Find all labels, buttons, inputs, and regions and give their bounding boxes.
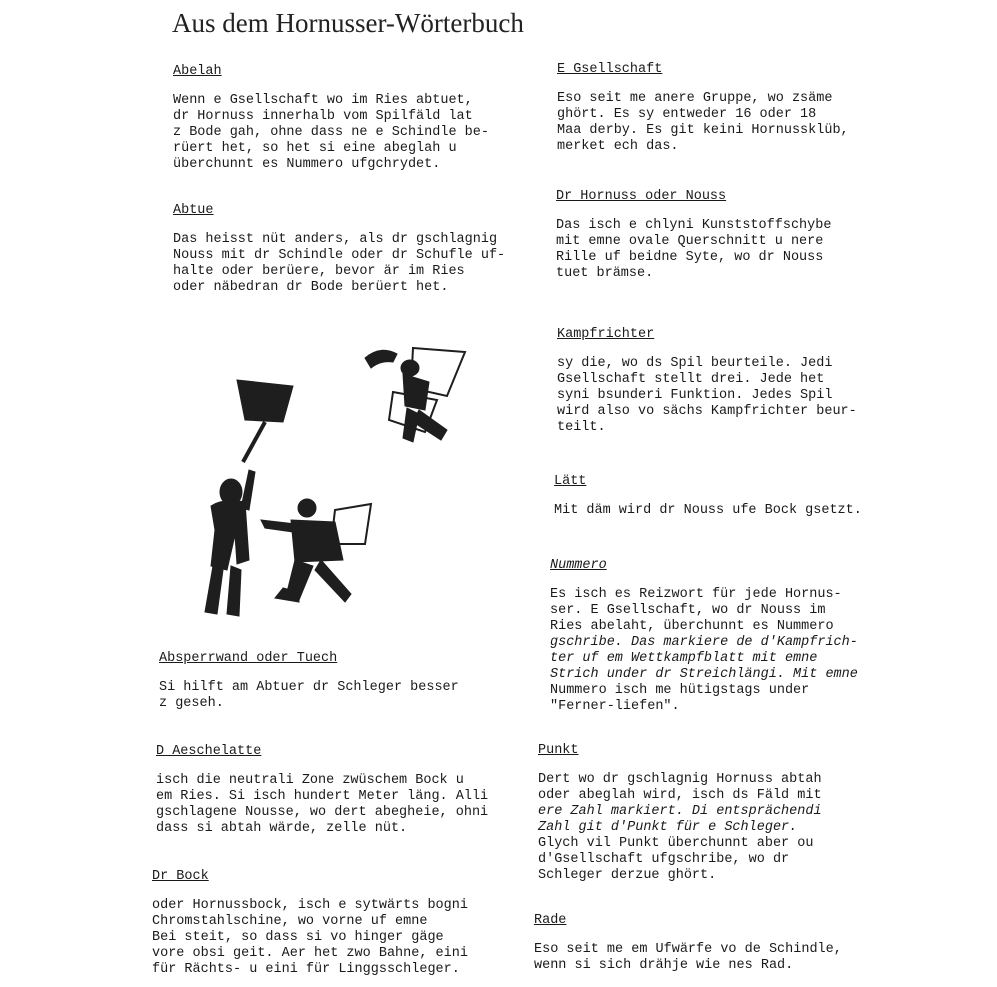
entry-hornuss xyxy=(556,189,831,282)
entry-definition xyxy=(557,356,857,436)
entry-laett xyxy=(554,474,862,519)
definition-line: "Ferner-liefen". xyxy=(550,699,680,714)
definition-line: d'Gsellschaft ufgschribe, wo dr xyxy=(538,852,790,867)
definition-line: dass si abtah wärde, zelle nüt. xyxy=(156,821,408,836)
definition-line: gschribe. Das markiere de d'Kampfrich- xyxy=(550,635,858,650)
definition-line: z geseh. xyxy=(159,696,224,711)
entry-definition xyxy=(173,93,489,173)
definition-line: mit emne ovale Querschnitt u nere xyxy=(556,234,824,249)
entry-rade xyxy=(534,913,842,974)
entry-punkt xyxy=(538,743,822,884)
entry-term: Punkt xyxy=(538,743,579,758)
definition-line: Bei steit, so dass si vo hinger gäge xyxy=(152,930,444,945)
definition-line: Maa derby. Es git keini Hornussklüb, xyxy=(557,123,849,138)
definition-line: wird also vo sächs Kampfrichter beur- xyxy=(557,404,857,419)
definition-line: Eso seit me em Ufwärfe vo de Schindle, xyxy=(534,942,842,957)
entry-definition xyxy=(538,772,822,884)
entry-bock xyxy=(152,869,468,978)
definition-line: überchunnt es Nummero ufgchrydet. xyxy=(173,157,441,172)
entry-kampfrichter xyxy=(557,327,857,436)
definition-line: Wenn e Gsellschaft wo im Ries abtuet, xyxy=(173,93,473,108)
definition-line: Chromstahlschine, wo vorne uf emne xyxy=(152,914,428,929)
definition-line: oder abeglah wird, isch ds Fäld mit xyxy=(538,788,822,803)
entry-gsellschaft xyxy=(557,62,849,155)
entry-term: Abelah xyxy=(173,64,222,79)
definition-line: Si hilft am Abtuer dr Schleger besser xyxy=(159,680,459,695)
definition-line: für Rächts- u eini für Linggsschleger. xyxy=(152,962,460,977)
definition-line: isch die neutrali Zone zwüschem Bock u xyxy=(156,773,464,788)
entry-term: Rade xyxy=(534,913,567,928)
entry-definition xyxy=(557,91,849,155)
entry-aeschelatte xyxy=(156,744,488,837)
entry-definition xyxy=(534,942,842,974)
entry-term: D Aeschelatte xyxy=(156,744,262,759)
entry-definition xyxy=(173,232,505,296)
definition-line: Mit däm wird dr Nouss ufe Bock gsetzt. xyxy=(554,503,862,518)
definition-line: vore obsi geit. Aer het zwo Bahne, eini xyxy=(152,946,468,961)
definition-line: merket ech das. xyxy=(557,139,679,154)
definition-line: Gsellschaft stellt drei. Jede het xyxy=(557,372,825,387)
definition-line: z Bode gah, ohne dass ne e Schindle be- xyxy=(173,125,489,140)
entry-definition xyxy=(152,898,468,978)
entry-term: Lätt xyxy=(554,474,587,489)
definition-line: halte oder berüere, bevor är im Ries xyxy=(173,264,465,279)
entry-definition xyxy=(550,587,858,715)
definition-line: ere Zahl markiert. Di entsprächendi xyxy=(538,804,822,819)
hornussers-illustration xyxy=(175,330,485,620)
entry-definition xyxy=(556,218,831,282)
definition-line: Nouss mit dr Schindle oder dr Schufle uf- xyxy=(173,248,506,263)
definition-line: em Ries. Si isch hundert Meter läng. Alli xyxy=(156,789,489,804)
definition-line: Das heisst nüt anders, als dr gschlagnig xyxy=(173,232,498,247)
entry-term: Dr Bock xyxy=(152,869,209,884)
entry-definition xyxy=(159,680,459,712)
definition-line: oder näbedran dr Bode berüert het. xyxy=(173,280,449,295)
definition-line: ser. E Gsellschaft, wo dr Nouss im xyxy=(550,603,826,618)
definition-line: ter uf em Wettkampfblatt mit emne xyxy=(550,651,818,666)
entry-definition xyxy=(156,773,488,837)
entry-term: Dr Hornuss oder Nouss xyxy=(556,189,727,204)
definition-line: rüert het, so het si eine abeglah u xyxy=(173,141,457,156)
entry-nummero xyxy=(550,558,858,715)
definition-line: Strich under dr Streichlängi. Mit emne xyxy=(550,667,858,682)
entry-term: Absperrwand oder Tuech xyxy=(159,651,338,666)
page-title: Aus dem Hornusser-Wörterbuch xyxy=(172,8,524,38)
entry-abtue xyxy=(173,203,505,296)
definition-line: ghört. Es sy entweder 16 oder 18 xyxy=(557,107,817,122)
definition-line: Schleger derzue ghört. xyxy=(538,868,717,883)
definition-line: gschlagene Nousse, wo dert abegheie, ohni xyxy=(156,805,489,820)
entry-definition xyxy=(554,503,862,519)
entry-term: E Gsellschaft xyxy=(557,62,663,77)
definition-line: syni bsunderi Funktion. Jedes Spil xyxy=(557,388,833,403)
entry-abelah xyxy=(173,64,489,173)
entry-term: Nummero xyxy=(550,558,607,573)
definition-line: oder Hornussbock, isch e sytwärts bogni xyxy=(152,898,468,913)
definition-line: tuet brämse. xyxy=(556,266,654,281)
definition-line: Zahl git d'Punkt für e Schleger. xyxy=(538,820,798,835)
entry-term: Kampfrichter xyxy=(557,327,655,342)
definition-line: wenn si sich drähje wie nes Rad. xyxy=(534,958,794,973)
definition-line: Eso seit me anere Gruppe, wo zsäme xyxy=(557,91,833,106)
definition-line: Glych vil Punkt überchunnt aber ou xyxy=(538,836,814,851)
player-raised-shovel xyxy=(205,380,293,616)
definition-line: Dert wo dr gschlagnig Hornuss abtah xyxy=(538,772,822,787)
definition-line: Das isch e chlyni Kunststoffschybe xyxy=(556,218,832,233)
player-ducking xyxy=(261,499,371,602)
definition-line: Nummero isch me hütigstags under xyxy=(550,683,810,698)
player-running xyxy=(365,348,465,442)
entry-absperrwand xyxy=(159,651,459,712)
definition-line: teilt. xyxy=(557,420,606,435)
entry-term: Abtue xyxy=(173,203,214,218)
definition-line: dr Hornuss innerhalb vom Spilfäld lat xyxy=(173,109,473,124)
definition-line: Es isch es Reizwort für jede Hornus- xyxy=(550,587,842,602)
definition-line: sy die, wo ds Spil beurteile. Jedi xyxy=(557,356,833,371)
definition-line: Ries abelaht, überchunnt es Nummero xyxy=(550,619,834,634)
definition-line: Rille uf beidne Syte, wo dr Nouss xyxy=(556,250,824,265)
